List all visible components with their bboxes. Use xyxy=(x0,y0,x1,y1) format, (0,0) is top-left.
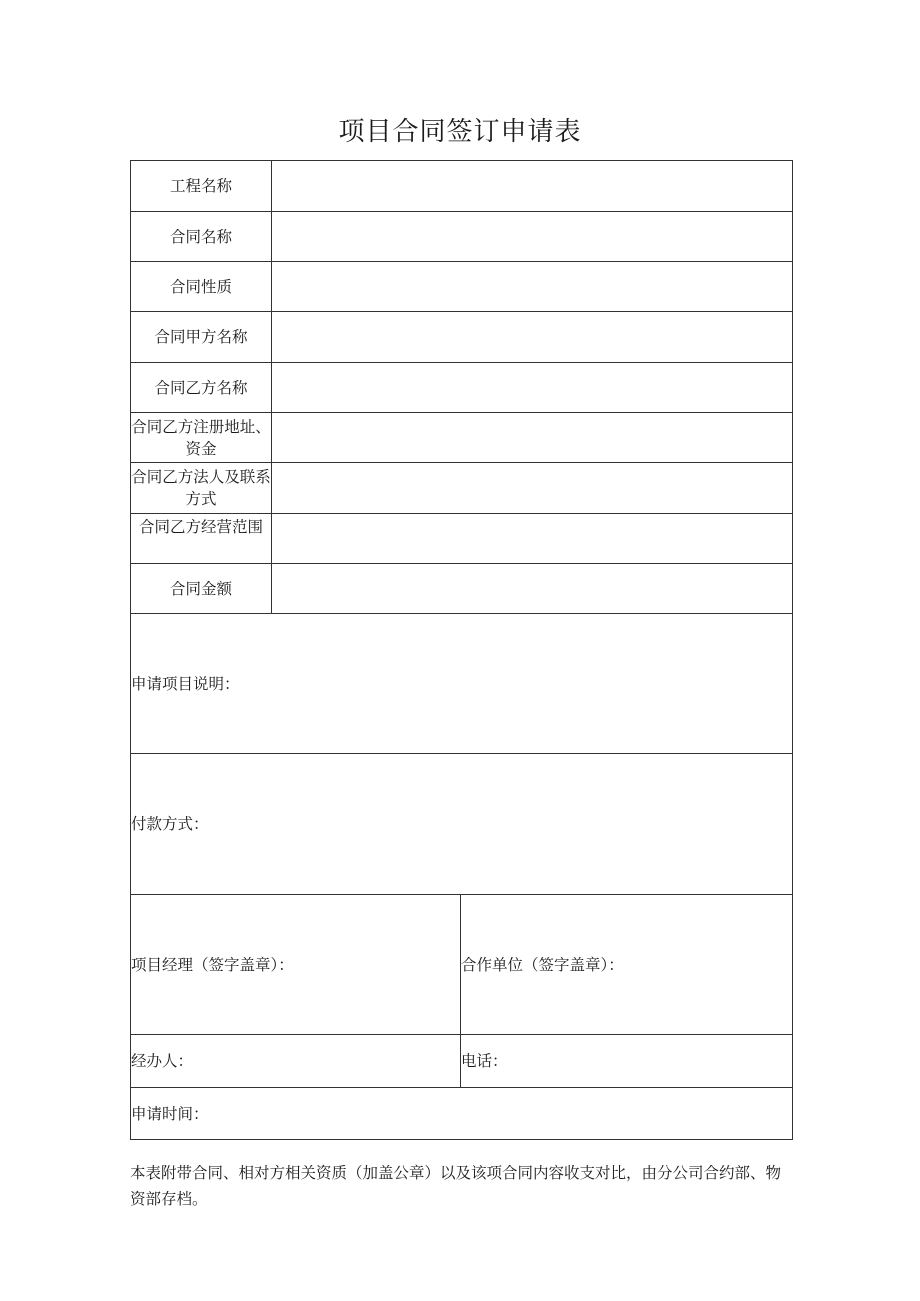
payment-method-field[interactable] xyxy=(131,754,793,895)
contract-nature-label: 合同性质 xyxy=(131,262,272,312)
table-row xyxy=(131,895,793,1035)
contract-name-label: 合同名称 xyxy=(131,212,272,262)
party-b-legal-rep-contact-field[interactable] xyxy=(272,463,793,514)
partner-signature-field[interactable] xyxy=(461,895,793,1035)
form-title: 项目合同签订申请表 xyxy=(338,117,582,147)
party-b-business-scope-label: 合同乙方经营范围 xyxy=(131,514,272,564)
handler-field[interactable] xyxy=(131,1035,461,1088)
table-row xyxy=(131,363,793,413)
contract-amount-label: 合同金额 xyxy=(131,564,272,614)
phone-field[interactable] xyxy=(461,1035,793,1088)
payment-method-label: 付款方式： xyxy=(131,815,209,833)
contract-application-form xyxy=(130,160,793,1140)
phone-label: 电话： xyxy=(461,1052,508,1070)
table-row xyxy=(131,262,793,312)
project-manager-signature-field[interactable] xyxy=(131,895,461,1035)
party-b-name-label: 合同乙方名称 xyxy=(131,363,272,413)
partner-signature-label: 合作单位（签字盖章）： xyxy=(461,955,624,974)
table-row xyxy=(131,564,793,614)
party-b-business-scope-field[interactable] xyxy=(272,514,793,564)
project-name-field[interactable] xyxy=(272,161,793,212)
party-b-address-capital-field[interactable] xyxy=(272,413,793,463)
table-row xyxy=(131,514,793,564)
table-row xyxy=(131,463,793,514)
project-manager-signature-label: 项目经理（签字盖章）： xyxy=(131,955,294,974)
table-row xyxy=(131,1088,793,1140)
party-a-name-label: 合同甲方名称 xyxy=(131,312,272,363)
table-row xyxy=(131,614,793,754)
table-row xyxy=(131,312,793,363)
table-row xyxy=(131,212,793,262)
contract-name-field[interactable] xyxy=(272,212,793,262)
contract-nature-field[interactable] xyxy=(272,262,793,312)
party-b-name-field[interactable] xyxy=(272,363,793,413)
party-b-legal-rep-contact-label: 合同乙方法人及联系方式 xyxy=(131,463,272,514)
handler-label: 经办人： xyxy=(131,1052,194,1070)
table-row xyxy=(131,413,793,463)
party-b-address-capital-label: 合同乙方注册地址、资金 xyxy=(131,413,272,463)
project-name-label: 工程名称 xyxy=(131,161,272,212)
apply-time-field[interactable] xyxy=(131,1088,793,1140)
project-description-label: 申请项目说明： xyxy=(131,674,240,693)
footer-note: 本表附带合同、相对方相关资质（加盖公章）以及该项合同内容收支对比，由分公司合约部、物资部存档。 xyxy=(130,1164,782,1208)
project-description-field[interactable] xyxy=(131,614,793,754)
table-row xyxy=(131,754,793,895)
table-row xyxy=(131,1035,793,1088)
apply-time-label: 申请时间： xyxy=(131,1104,209,1123)
table-row xyxy=(131,161,793,212)
party-a-name-field[interactable] xyxy=(272,312,793,363)
contract-amount-field[interactable] xyxy=(272,564,793,614)
